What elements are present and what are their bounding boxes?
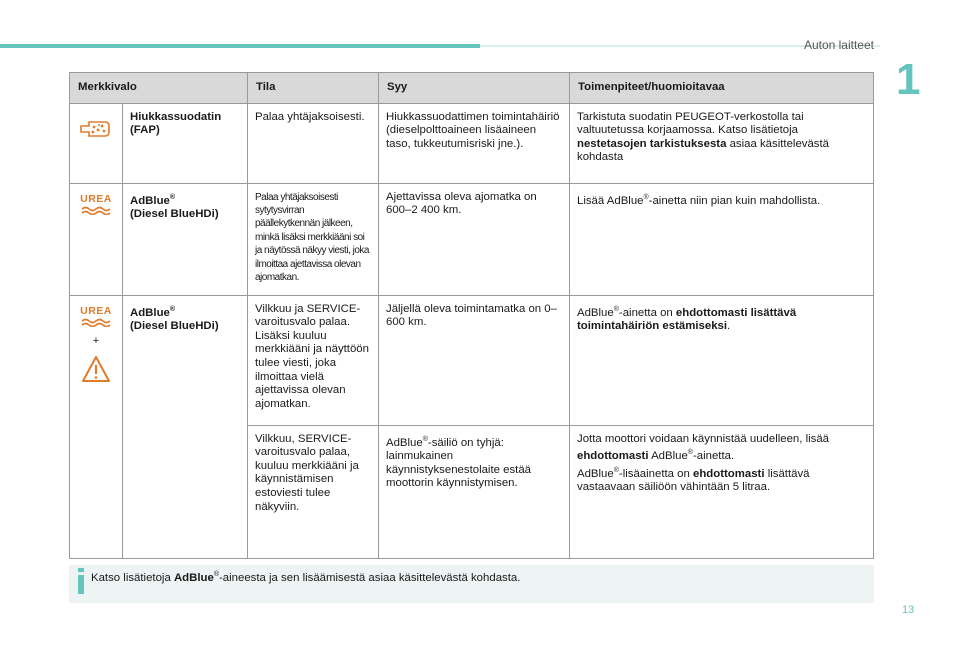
syy-text: Ajettavissa oleva ajomatka on 600–2 400 km.	[379, 183, 570, 295]
light-name: Hiukkassuodatin (FAP)	[123, 103, 248, 183]
page-number: 13	[902, 604, 915, 616]
icon-cell	[70, 103, 123, 183]
table-row	[70, 183, 874, 295]
column-header-syy: Syy	[379, 73, 570, 104]
info-icon	[77, 568, 85, 594]
warning-light-table	[69, 72, 874, 559]
info-note: Katso lisätietoja AdBlue®-aineesta ja sen lisäämisestä asiaa käsittelevästä kohdasta.	[69, 565, 874, 603]
urea-icon: UREA	[72, 194, 120, 220]
action-text: Jotta moottori voidaan käynnistää uudelleen, lisää ehdottomasti AdBlue®-ainetta. AdBlue®-lisäainetta on ehdottomasti lisättävä vastaavaan säiliöön vähintään 5 litraa.	[570, 425, 874, 558]
plus-sign: +	[92, 335, 100, 348]
table-header-row	[70, 73, 874, 104]
column-header-tila: Tila	[248, 73, 379, 104]
action-text: Tarkistuta suodatin PEUGEOT-verkostolla tai valtuutetussa korjaamossa. Katso lisätietoja nestetasojen tarkistuksesta asiaa käsittelevästä kohdasta	[570, 103, 874, 183]
light-name: AdBlue® (Diesel BlueHDi)	[123, 295, 248, 558]
column-header-merkkivalo: Merkkivalo	[70, 73, 248, 104]
tila-text: Vilkkuu ja SERVICE-varoitusvalo palaa. Lisäksi kuuluu merkkiääni ja näyttöön tulee viesti, joka ilmoittaa vielä ajettavissa olevan ajomatkan.	[248, 295, 379, 425]
wave-icon	[79, 205, 113, 215]
urea-icon: UREA	[72, 306, 120, 332]
light-name: AdBlue® (Diesel BlueHDi)	[123, 183, 248, 295]
particle-filter-icon	[79, 116, 113, 142]
icon-cell	[70, 183, 123, 295]
tila-text: Palaa yhtäjaksoisesti.	[248, 103, 379, 183]
table-row	[70, 103, 874, 183]
syy-text: AdBlue®-säiliö on tyhjä: lainmukainen käynnistyksenestolaite estää moottorin käynnistymisen.	[379, 425, 570, 558]
icon-cell	[70, 295, 123, 558]
warning-triangle-icon	[81, 355, 111, 383]
header-accent-bar	[0, 44, 480, 48]
column-header-toimenpiteet: Toimenpiteet/huomioitavaa	[570, 73, 874, 104]
chapter-number: 1	[896, 55, 921, 104]
table-row	[70, 295, 874, 425]
syy-text: Jäljellä oleva toimintamatka on 0–600 km.	[379, 295, 570, 425]
action-text: AdBlue®-ainetta on ehdottomasti lisättävä toimintahäiriön estämiseksi.	[570, 295, 874, 425]
syy-text: Hiukkassuodattimen toimintahäiriö (dieselpolttoaineen lisäaineen taso, tukkeutumisriski jne.).	[379, 103, 570, 183]
wave-icon	[79, 317, 113, 327]
section-title: Auton laitteet	[803, 38, 874, 52]
tila-text: Palaa yhtäjaksoisesti sytytysvirran päällekytkennän jälkeen, minkä lisäksi merkkiääni soi ja näytössä näkyy viesti, joka ilmoittaa ajettavissa olevan ajomatkan.	[248, 183, 379, 295]
tila-text: Vilkkuu, SERVICE-varoitusvalo palaa, kuuluu merkkiääni ja käynnistämisen estoviesti tulee näkyviin.	[248, 425, 379, 558]
action-text: Lisää AdBlue®-ainetta niin pian kuin mahdollista.	[570, 183, 874, 295]
